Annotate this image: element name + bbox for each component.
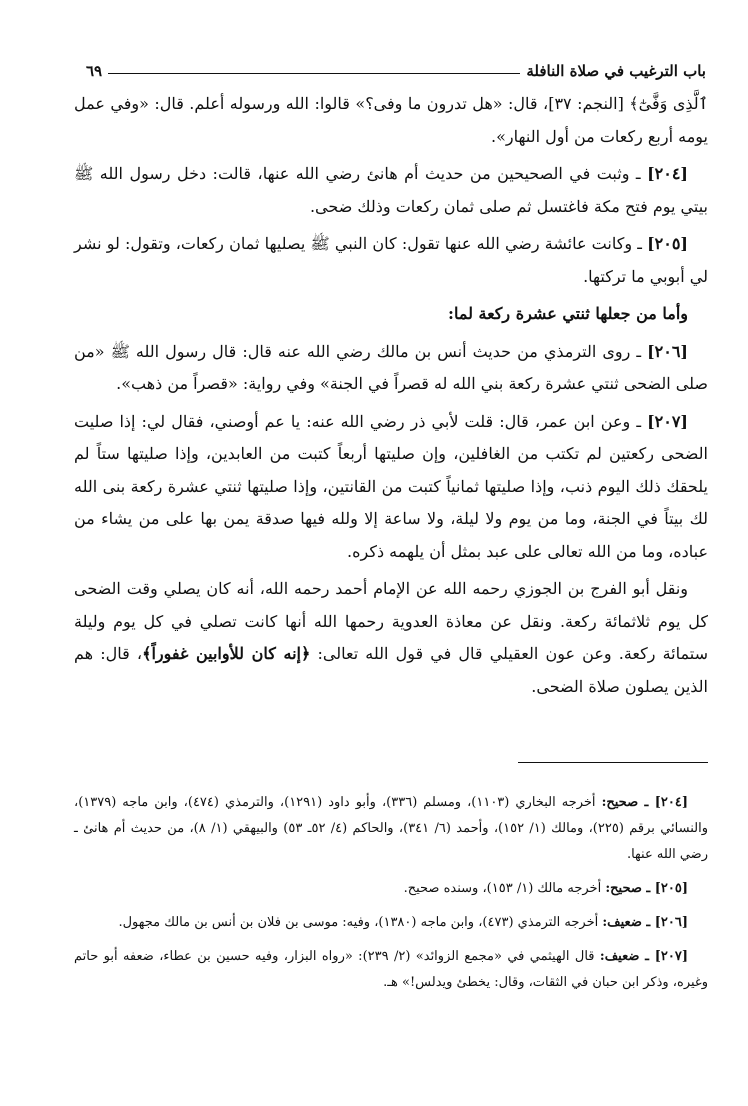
paragraph-text: ٱلَّذِى وَفَّىٰٓ﴾ [النجم: ٣٧]، قال: «هل تدرون ما وفى؟» قالوا: الله ورسوله أعلم. قال: «وفي عمل يومه أربع ركعات من أول النهار». [74,94,708,146]
footnote-number: [٢٠٥] [654,881,688,896]
footnote-grade: ـ ضعيف: [602,915,655,930]
hadith-text: ـ وكانت عائشة رضي الله عنها تقول: كان النبي ﷺ يصليها ثمان ركعات، وتقول: لو نشر لي أبوبي ما تركتها. [74,234,708,286]
footnote-207 [74,944,708,996]
hadith-number: [٢٠٥] [647,234,688,253]
main-text [74,88,708,708]
footnote-text: أخرجه البخاري (١١٠٣)، ومسلم (٣٣٦)، وأبو داود (١٢٩١)، والترمذي (٤٧٤)، وابن ماجه (١٣٧٩)، والنسائي برقم (٢٢٥)، ومالك (١/ ١٥٢)، وأحمد (٦/ ٣٤١)، والحاكم (٤/ ٥٢ـ ٥٣) والبيهقي (١/ ٨)، من حديث أم هانئ ـ رضي الله عنها. [74,795,709,862]
footnote-divider [518,762,708,763]
hadith-207 [74,406,708,569]
header-rule [108,73,520,74]
footnote-grade: ـ صحيح: [605,881,655,896]
footnote-grade: ـ ضعيف: [599,949,655,964]
hadith-number: [٢٠٧] [647,411,688,431]
hadith-text: ـ وثبت في الصحيحين من حديث أم هانئ رضي الله عنها، قالت: دخل رسول الله ﷺ بيتي يوم فتح مكة فاغتسل ثم صلى ثمان ركعات وذلك ضحى. [74,164,708,216]
quran-quote: ﴿إنه كان للأوابين غفوراً﴾ [142,644,311,663]
closing-paragraph [74,573,708,703]
footnote-grade: ـ صحيح: [601,795,655,810]
footnote-number: [٢٠٧] [654,949,688,964]
hadith-text: ـ روى الترمذي من حديث أنس بن مالك رضي الله عنه قال: قال رسول الله ﷺ «من صلى الضحى ثنتي عشرة ركعة بني الله له قصراً في الجنة» وفي رواية: «قصراً من ذهب». [74,341,708,393]
running-header [86,56,706,80]
hadith-205 [74,228,708,293]
hadith-number: [٢٠٦] [647,341,688,361]
footnote-205 [74,876,708,902]
hadith-number: [٢٠٤] [647,164,688,183]
footnotes [74,790,708,1004]
chapter-title: باب الترغيب في صلاة النافلة [526,62,706,80]
page-number: ٦٩ [86,62,103,80]
paragraph-tail: ، قال: هم الذين يصلون صلاة الضحى. [74,644,708,696]
hadith-204 [74,158,708,223]
paragraph-continuation [74,88,708,153]
paragraph-text: ونقل أبو الفرج بن الجوزي رحمه الله عن الإمام أحمد رحمه الله، أنه كان يصلي وقت الضحى كل يوم ثلاثمائة ركعة. ونقل عن معاذة العدوية رحمها الله أنها كانت تصلي في كل يوم وليلة ستمائة ركعة. وعن عون العقيلي قال في قول الله تعالى: [74,579,708,663]
footnote-text: قال الهيثمي في «مجمع الزوائد» (٢/ ٢٣٩): «رواه البزار، وفيه حسين بن عطاء، ضعفه أبو حاتم وغيره، وذكر ابن حبان في الثقات، وقال: يخطئ ويدلس!» هـ. [74,949,708,990]
footnote-text: أخرجه مالك (١/ ١٥٣)، وسنده صحيح. [403,881,606,896]
hadith-206 [74,336,708,401]
hadith-text: ـ وعن ابن عمر، قال: قلت لأبي ذر رضي الله عنه: يا عم أوصني، فقال لي: إذا صليت الضحى ركعتين لم تكتب من الغافلين، وإن صليتها أربعاً كتبت من العابدين، وإذا صليتها ستاً لم يلحقك ذلك اليوم ذنب، وإذا صليتها ثمانياً كتبت من القانتين، وإذا صليتها ثنتي عشرة ركعة بنى الله لك بيتاً في الجنة، وما من يوم ولا ليلة، ولا ساعة إلا ولله فيها صدقة يمن بها على من يشاء من عباده، وما من الله تعالى على عبد بمثل أن يلهمه ذكره. [74,411,708,561]
footnote-206 [74,910,708,936]
footnote-204 [74,790,708,868]
footnote-number: [٢٠٤] [654,795,689,810]
footnote-number: [٢٠٦] [654,915,688,930]
footnote-text: أخرجه الترمذي (٤٧٣)، وابن ماجه (١٣٨٠)، وفيه: موسى بن فلان بن أنس بن مالك مجهول. [118,915,603,930]
section-heading: وأما من جعلها ثنتي عشرة ركعة لما: [448,304,688,323]
